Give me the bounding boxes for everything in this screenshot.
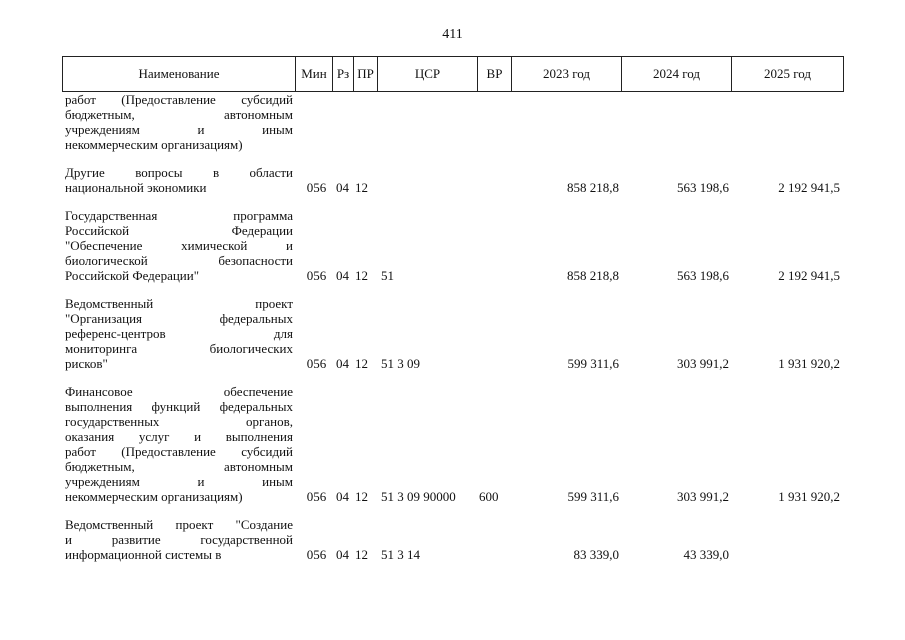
row-name-line: информационной системы в — [65, 547, 222, 562]
row-y2024: 43 339,0 — [683, 547, 729, 562]
row-name-line: некоммерческим организациям) — [65, 137, 243, 152]
row-name-line: государственных органов, — [65, 414, 293, 429]
row-min: 056 — [306, 356, 327, 371]
row-min: 056 — [306, 547, 327, 562]
table-row — [62, 165, 844, 195]
row-name-line: выполнения функций федеральных — [65, 399, 293, 414]
row-name-line: бюджетным, автономным — [65, 459, 293, 474]
row-name-line: рисков" — [65, 356, 108, 371]
row-name — [62, 517, 295, 562]
row-y2023: 83 339,0 — [573, 547, 619, 562]
row-y2023: 599 311,6 — [567, 356, 619, 371]
header-name: Наименование — [63, 57, 296, 91]
row-pr: 12 — [355, 489, 368, 504]
row-name — [62, 165, 295, 195]
table-body — [62, 92, 844, 575]
row-vr: 600 — [479, 489, 499, 504]
row-name-line: биологической безопасности — [65, 253, 293, 268]
row-y2025: 2 192 941,5 — [778, 180, 840, 195]
row-name — [62, 384, 295, 504]
page-number: 411 — [442, 27, 463, 42]
table-row — [62, 517, 844, 562]
row-y2023: 858 218,8 — [567, 268, 619, 283]
row-y2023: 858 218,8 — [567, 180, 619, 195]
row-name-line: Государственная программа — [65, 208, 293, 223]
row-name-line: работ (Предоставление субсидий — [65, 444, 293, 459]
header-csr: ЦСР — [378, 57, 478, 91]
row-y2025: 1 931 920,2 — [778, 489, 840, 504]
row-csr: 51 — [381, 268, 394, 283]
row-name-line: Ведомственный проект — [65, 296, 293, 311]
row-name-line: некоммерческим организациям) — [65, 489, 243, 504]
header-2024: 2024 год — [622, 57, 732, 91]
row-csr: 51 3 14 — [381, 547, 420, 562]
row-pr: 12 — [355, 268, 368, 283]
row-min: 056 — [306, 268, 327, 283]
header-pr: ПР — [354, 57, 378, 91]
row-name-line: учреждениям и иным — [65, 122, 293, 137]
row-name-line: национальной экономики — [65, 180, 207, 195]
header-min: Мин — [296, 57, 333, 91]
row-min: 056 — [306, 180, 327, 195]
row-y2025: 2 192 941,5 — [778, 268, 840, 283]
row-y2024: 303 991,2 — [677, 356, 729, 371]
row-y2023: 599 311,6 — [567, 489, 619, 504]
row-name-line: референс-центров для — [65, 326, 293, 341]
row-y2024: 563 198,6 — [677, 268, 729, 283]
row-rz: 04 — [336, 547, 349, 562]
row-y2025: 1 931 920,2 — [778, 356, 840, 371]
row-name-line: "Обеспечение химической и — [65, 238, 293, 253]
row-name-line: Российской Федерации — [65, 223, 293, 238]
row-csr: 51 3 09 — [381, 356, 420, 371]
row-rz: 04 — [336, 489, 349, 504]
row-name — [62, 296, 295, 371]
row-min: 056 — [306, 489, 327, 504]
row-name-line: Российской Федерации" — [65, 268, 200, 283]
row-rz: 04 — [336, 356, 349, 371]
row-name-line: учреждениям и иным — [65, 474, 293, 489]
row-rz: 04 — [336, 268, 349, 283]
row-csr: 51 3 09 90000 — [381, 489, 456, 504]
table-row — [62, 384, 844, 504]
header-rz: Рз — [333, 57, 354, 91]
row-y2024: 563 198,6 — [677, 180, 729, 195]
header-vr: ВР — [478, 57, 512, 91]
row-pr: 12 — [355, 180, 368, 195]
row-pr: 12 — [355, 547, 368, 562]
row-name — [62, 208, 295, 283]
table-row — [62, 296, 844, 371]
table-header — [62, 56, 844, 92]
row-name-line: Другие вопросы в области — [65, 165, 293, 180]
row-rz: 04 — [336, 180, 349, 195]
header-2023: 2023 год — [512, 57, 622, 91]
header-2025: 2025 год — [764, 66, 811, 81]
row-name-line: мониторинга биологических — [65, 341, 293, 356]
row-name-line: работ (Предоставление субсидий — [65, 92, 293, 107]
row-name-line: оказания услуг и выполнения — [65, 429, 293, 444]
table-row — [62, 92, 844, 152]
row-name-line: "Организация федеральных — [65, 311, 293, 326]
row-name — [62, 92, 295, 152]
row-name-line: Финансовое обеспечение — [65, 384, 293, 399]
row-name-line: и развитие государственной — [65, 532, 293, 547]
row-name-line: Ведомственный проект "Создание — [65, 517, 293, 532]
table-row — [62, 208, 844, 283]
row-y2024: 303 991,2 — [677, 489, 729, 504]
row-pr: 12 — [355, 356, 368, 371]
row-name-line: бюджетным, автономным — [65, 107, 293, 122]
